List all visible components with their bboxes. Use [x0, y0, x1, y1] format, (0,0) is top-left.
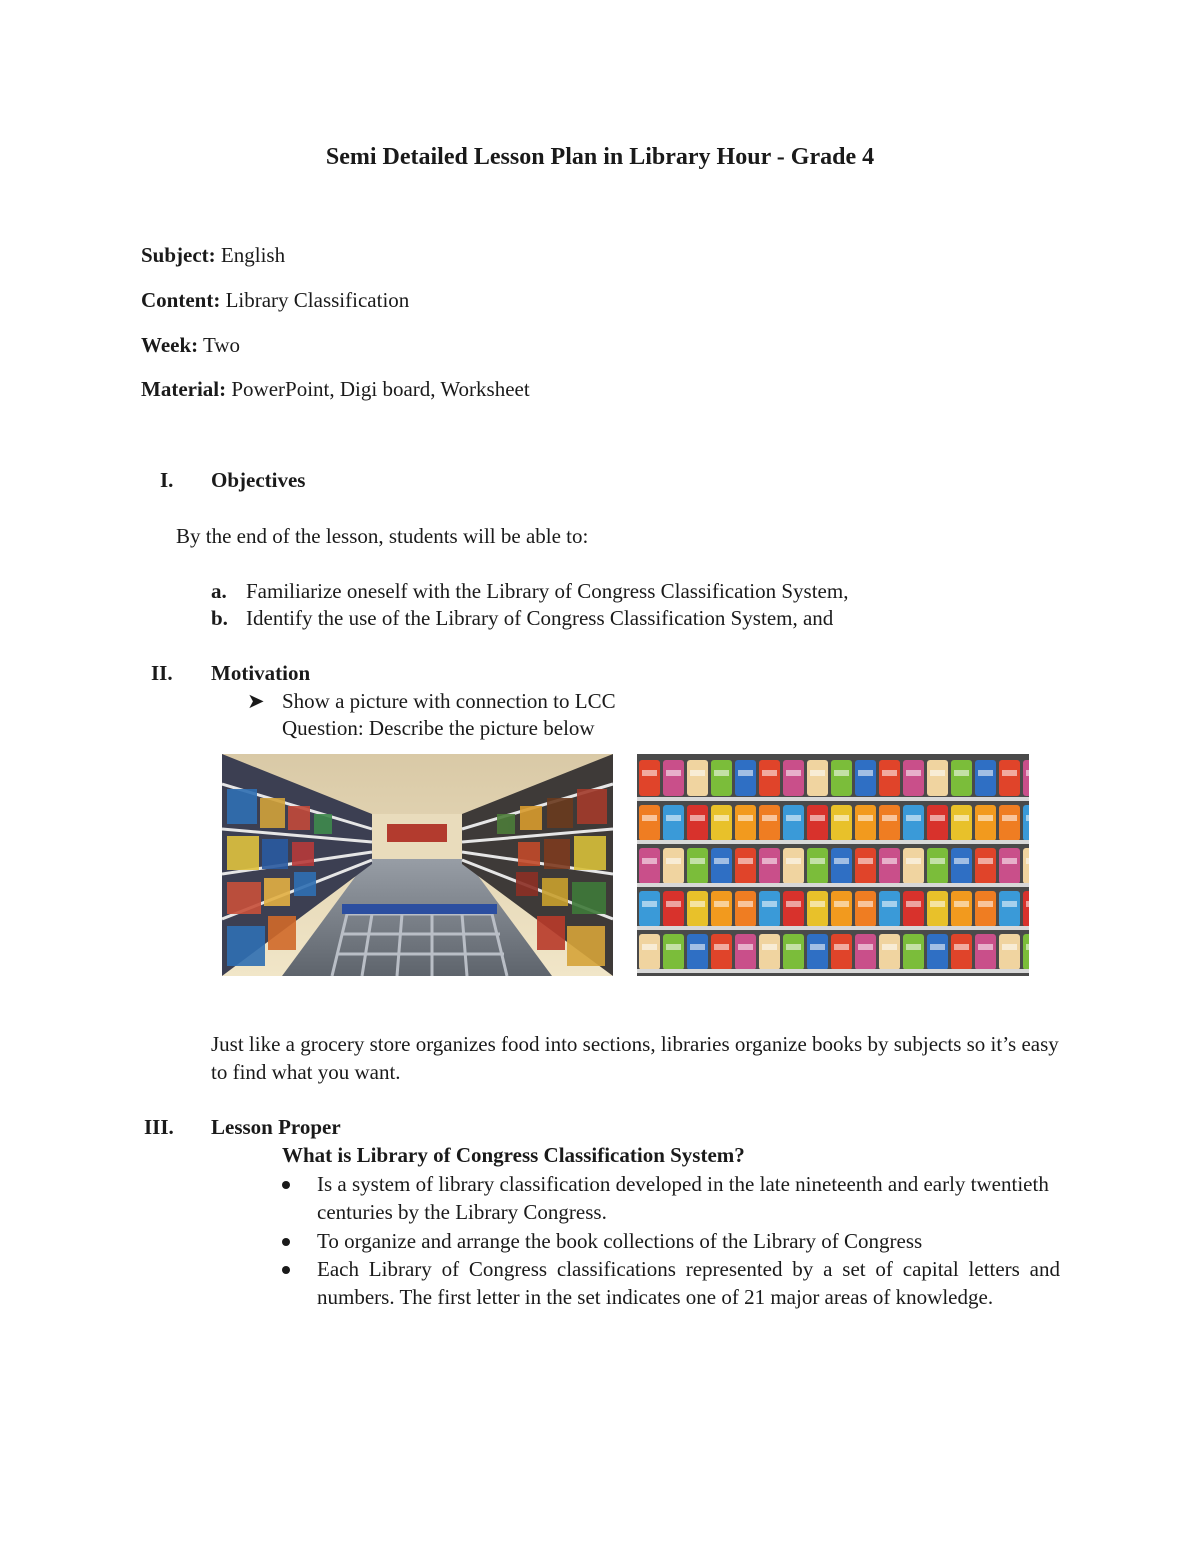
- list-item: [282, 1170, 1060, 1227]
- bullet-icon: [282, 1266, 290, 1274]
- week-value: Two: [203, 333, 241, 357]
- section-number-motivation: II.: [151, 661, 173, 685]
- document-title: Semi Detailed Lesson Plan in Library Hour - Grade 4: [325, 144, 875, 170]
- lesson-subheading: What is Library of Congress Classification System?: [282, 1143, 745, 1167]
- motivation-arrow-item: [247, 687, 616, 715]
- objectives-intro: By the end of the lesson, students will be able to:: [176, 524, 589, 548]
- list-item: [282, 1255, 1060, 1312]
- objective-letter: a.: [211, 579, 227, 603]
- objective-text: Familiarize oneself with the Library of Congress Classification System,: [246, 579, 849, 603]
- objective-text: Identify the use of the Library of Congress Classification System, and: [246, 606, 834, 630]
- subject-label: Subject:: [141, 243, 216, 267]
- objective-letter: b.: [211, 606, 228, 630]
- arrow-bullet-icon: ➤: [247, 689, 265, 713]
- motivation-paragraph: Just like a grocery store organizes food into sections, libraries organize books by subjects so it’s easy to find what you want.: [211, 1032, 1059, 1085]
- section-number-lesson: III.: [144, 1115, 174, 1139]
- subject-value: English: [220, 243, 286, 267]
- meta-content: [141, 286, 409, 314]
- bullet-icon: [282, 1181, 290, 1189]
- material-label: Material:: [141, 377, 227, 401]
- motivation-question: Question: Describe the picture below: [282, 716, 595, 740]
- section-heading-motivation: Motivation: [211, 661, 311, 685]
- section-number-objectives: I.: [160, 468, 174, 492]
- bullet-text: To organize and arrange the book collections of the Library of Congress: [317, 1228, 923, 1253]
- objective-item: [211, 577, 848, 605]
- snack-shelf-photo: [637, 754, 1029, 976]
- content-value: Library Classification: [225, 288, 410, 312]
- section-heading-objectives: Objectives: [211, 468, 306, 492]
- bullet-icon: [282, 1238, 290, 1246]
- bullet-text: Each Library of Congress classifications represented by a set of capital letters and numbers. The first letter in the set indicates one of 21 major areas of knowledge.: [317, 1257, 1060, 1310]
- motivation-arrow-text: Show a picture with connection to LCC: [282, 689, 616, 713]
- meta-subject: [141, 241, 285, 269]
- grocery-aisle-photo: [222, 754, 613, 976]
- meta-material: [141, 375, 530, 403]
- section-heading-lesson: Lesson Proper: [211, 1115, 341, 1139]
- objective-item: [211, 604, 833, 632]
- week-label: Week:: [141, 333, 199, 357]
- content-label: Content:: [141, 288, 221, 312]
- meta-week: [141, 331, 240, 359]
- material-value: PowerPoint, Digi board, Worksheet: [231, 377, 530, 401]
- lesson-bullet-list: [282, 1170, 1060, 1312]
- bullet-text: Is a system of library classification developed in the late nineteenth and early twentieth centuries by the Library Congress.: [317, 1172, 1049, 1225]
- list-item: [282, 1227, 1060, 1255]
